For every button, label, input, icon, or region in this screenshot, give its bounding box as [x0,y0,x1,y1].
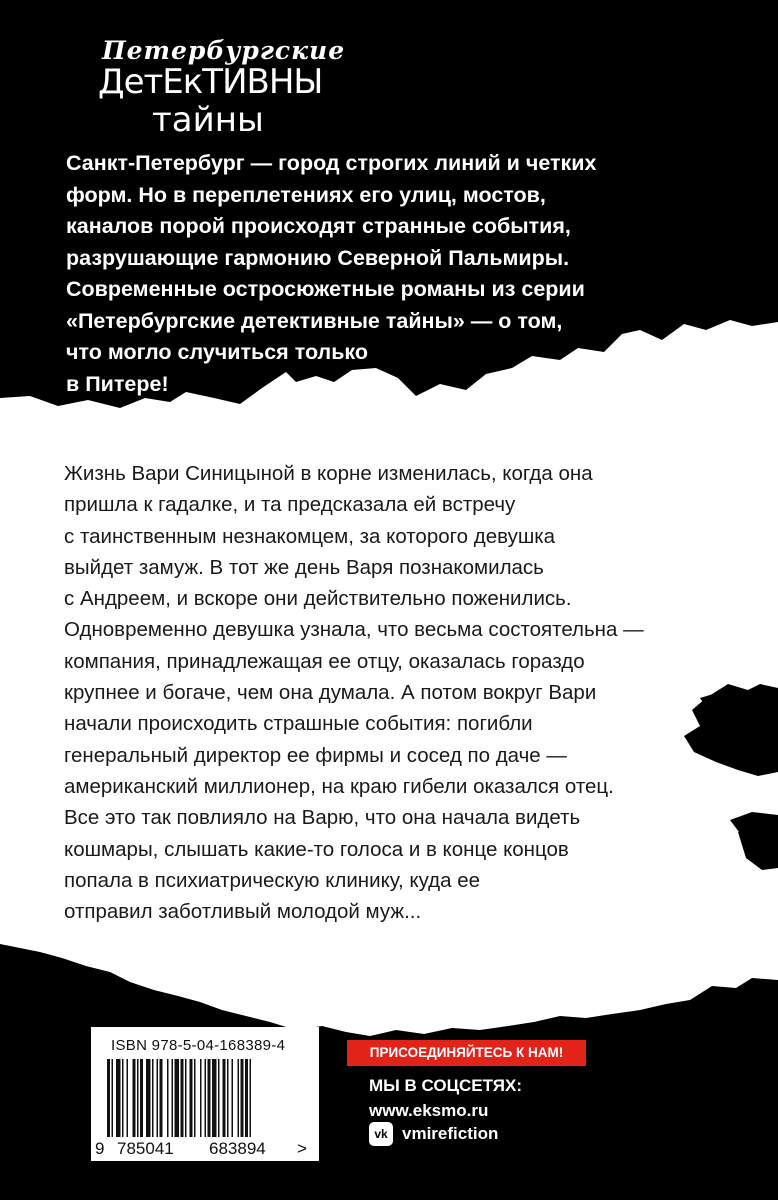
series-logo-line1: Петербургские [102,36,346,65]
barcode-bar [250,1059,252,1137]
synopsis-line: отправил заботливый молодой муж... [64,900,422,924]
intro-line: «Петербургские детективные тайны» — о том, [66,308,563,333]
barcode-bar [238,1059,240,1137]
synopsis-line: Одновременно девушка узнала, что весьма состоятельна — [64,618,644,642]
isbn-barcode [91,1027,319,1161]
intro-line: форм. Но в переплетениях его улиц, мостов, [66,182,546,207]
synopsis-line: генеральный директор ее фирмы и сосед по даче — [64,743,567,767]
barcode-bar [172,1059,174,1137]
barcode-bar [107,1059,110,1137]
synopsis-line: Все это так повлияло на Варю, что она начала видеть [64,806,581,830]
barcode-bar [190,1059,193,1137]
barcode-arrow: > [297,1139,307,1158]
series-logo-line3: тайны [152,100,264,140]
intro-line: что могло случиться только [66,340,369,364]
synopsis-line: с Андреем, и вскоре они действительно поженились. [64,587,572,611]
barcode-bar [212,1059,217,1137]
barcode-bar [227,1059,229,1137]
book-synopsis [64,458,744,927]
barcode-bar [223,1059,226,1137]
barcode-digits-right: 683894 [209,1139,266,1158]
barcode-bar [112,1059,114,1137]
intro-line: разрушающие гармонию Северной Пальмиры. [66,245,570,270]
series-logo-line2: ДетЕкТИВНЫ [98,62,323,102]
barcode-bar [146,1059,151,1137]
synopsis-line: с таинственным незнакомцем, за которого девушка [64,524,556,548]
intro-line: Современные остросюжетные романы из серии [66,277,585,301]
barcode-bar [185,1059,187,1137]
barcode-bar [194,1059,196,1137]
barcode-bar [205,1059,207,1137]
vk-handle-link[interactable]: vmirefiction [402,1124,499,1143]
vk-icon: vk [369,1122,393,1146]
barcode-bar [200,1059,202,1137]
intro-line: каналов порой происходят странные события, [66,214,571,238]
synopsis-line: американский миллионер, на краю гибели оказался отец. [64,774,614,798]
isbn-number: ISBN 978-5-04-168389-4 [111,1037,286,1054]
barcode-bar [127,1059,129,1137]
series-description [66,148,726,400]
series-logo [98,36,346,140]
intro-line: в Питере! [66,371,169,396]
barcode-bars [107,1059,303,1137]
barcode-bar [137,1059,139,1137]
social-heading: МЫ В СОЦСЕТЯХ: [369,1076,523,1095]
barcode-digit-lead: 9 [95,1139,105,1158]
barcode-bar [167,1059,169,1137]
join-us-badge: ПРИСОЕДИНЯЙТЕСЬ К НАМ! [347,1040,586,1066]
barcode-bar [152,1059,154,1137]
synopsis-line: начали происходить страшные события: погибли [64,712,533,736]
synopsis-line: компания, принадлежащая ее отцу, оказалась гораздо [64,649,585,673]
synopsis-line: крупнее и богаче, чем она думала. А потом вокруг Вари [64,681,597,705]
synopsis-line: кошмары, слышать какие-то голоса и в конце концов [64,837,569,861]
synopsis-line: Жизнь Вари Синицыной в корне изменилась, когда она [64,462,593,485]
barcode-bar [175,1059,180,1137]
barcode-bar [140,1059,143,1137]
barcode-bar [116,1059,121,1137]
barcode-bar [245,1059,248,1137]
barcode-bar [133,1059,136,1137]
barcode-bar [157,1059,159,1137]
barcode-bar [208,1059,211,1137]
barcode-bar [241,1059,244,1137]
intro-line: Санкт-Петербург — город строгих линий и четких [66,151,597,175]
barcode-bar [218,1059,220,1137]
synopsis-line: попала в психиатрическую клинику, куда ее [64,868,480,892]
synopsis-line: пришла к гадалке, и та предсказала ей встречу [64,493,516,517]
barcode-bar [122,1059,124,1137]
barcode-bar [232,1059,234,1137]
barcode-digits-left: 785041 [117,1139,174,1158]
synopsis-line: выйдет замуж. В тот же день Варя познакомилась [64,555,544,579]
barcode-bar [160,1059,163,1137]
barcode-bar [181,1059,184,1137]
website-link[interactable]: www.eksmo.ru [369,1101,489,1120]
